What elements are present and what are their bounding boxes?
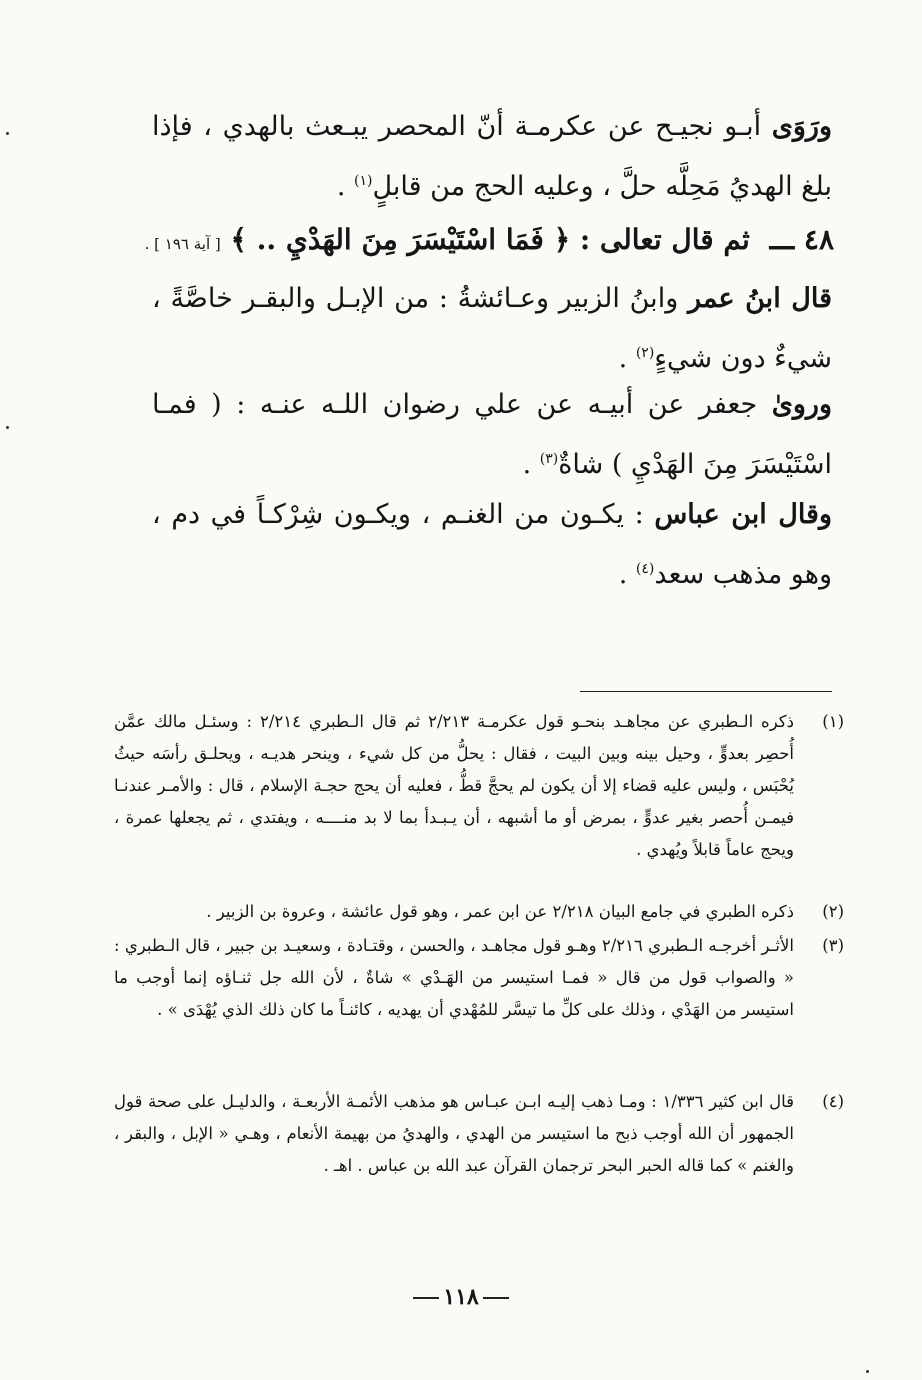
paragraph-text: أبـو نجيـح عن عكرمـة أنّ المحصر يبـعث بالهدي ، فإذا بلغ الهديُ مَحِلَّه حلَّ ، وعليه الحج من قابلٍ <box>152 111 832 202</box>
verse-heading <box>114 216 834 268</box>
footnote-ref[interactable]: (٢) <box>635 345 655 361</box>
footnote-separator <box>580 691 832 692</box>
margin-mark <box>6 132 9 135</box>
footnote-1 <box>114 706 844 866</box>
page-number <box>0 1284 922 1310</box>
paragraph-lead: وقال ابن عباس <box>654 499 832 530</box>
footnote-text: ذكره الطبري في جامع البيان ٢/٢١٨ عن ابن عمر ، وهو قول عائشة ، وعروة بن الزبير . <box>206 902 794 921</box>
footnote-ref[interactable]: (٤) <box>635 561 655 577</box>
footnote-text: قال ابن كثير ١/٣٣٦ : ومـا ذهب إليـه ابـن عبـاس هو مذهب الأئمـة الأربعـة ، والدليـل على صحة قول الجمهور أن الله أوجب ذبح ما استيسر من الهدي ، والهديُ من بهيمة الأنعام ، وهـي « الإبل ، والبقر ، والغنم » كما قاله الحبر البحر ترجمان القرآن عبد الله بن عباس . اهـ . <box>114 1092 794 1175</box>
footnote-number: (٢) <box>822 902 844 921</box>
page-number-dash <box>483 1297 509 1299</box>
paragraph-end: . <box>336 171 354 202</box>
section-number: ٤٨ ـــ <box>769 223 834 256</box>
footnote-2 <box>114 896 844 928</box>
paragraph-1 <box>152 100 832 214</box>
paragraph-lead: ورَوَى <box>771 111 832 142</box>
verse-heading-text: ثم قال تعالى : ﴿ فَمَا اسْتَيْسَرَ مِنَ الهَدْيِ .. ﴾ <box>230 223 750 256</box>
footnote-3 <box>114 930 844 1026</box>
paragraph-lead: قال ابنُ عمر <box>687 283 832 314</box>
paragraph-text: وابنُ الزبير وعـائشةُ : من الإبـل والبقـر خاصَّةً ، شيءٌ دون شيءٍ <box>152 283 832 374</box>
page-number-value: ١١٨ <box>443 1284 479 1310</box>
paragraph-4 <box>152 488 832 602</box>
footnote-number: (١) <box>822 712 844 731</box>
footnote-number: (٣) <box>822 936 844 955</box>
footnote-number: (٤) <box>822 1092 844 1111</box>
footnote-text: ذكره الـطبري عن مجاهـد بنحـو قول عكرمـة ٢/٢١٣ ثم قال الـطبري ٢/٢١٤ : وسئـل مالك عمَّن أُحصِر بعدوٍّ ، وحيل بينه وبين البيت ، فقال : يحلُّ من كل شيء ، وينحر هديـه ، ويحلـق رأسَه حيثُ يُحْبَس ، وليس عليه قضاء إلا أن يكون لم يحجَّ قطُّ ، فعليه أن يحج حجـة الإسلام ، قال : والأمـر عندنـا فيمـن أُحصر بغير عدوٍّ ، بمرض أو ما أشبهه ، أن يـبـدأ بما لا بد منــــه ، ويفتدي ، ثم يجعلها عمرة ، ويحج عاماً قابلاً ويُهدي . <box>114 712 795 859</box>
footnote-ref[interactable]: (٣) <box>539 451 559 467</box>
paragraph-text: : يكـون من الغنـم ، ويكـون شِرْكـاً في دم ، وهو مذهب سعد <box>152 499 832 590</box>
paragraph-end: . <box>618 343 636 374</box>
verse-reference: [ آية ١٩٦ ] . <box>144 235 221 253</box>
paragraph-2 <box>152 272 832 386</box>
paragraph-end: . <box>618 559 636 590</box>
paragraph-text: جعفر عن أبيـه عن علي رضوان اللـه عنـه : ( فمـا اسْتَيْسَرَ مِنَ الهَدْيِ ) شاةٌ <box>152 389 832 480</box>
footnote-4 <box>114 1086 844 1182</box>
paragraph-lead: وروىٰ <box>771 389 832 420</box>
paragraph-3 <box>152 378 832 492</box>
footnote-ref[interactable]: (١) <box>354 173 373 189</box>
paragraph-end: . <box>522 449 540 480</box>
margin-mark <box>866 1370 869 1373</box>
margin-mark <box>6 426 9 429</box>
footnote-text: الأثـر أخرجـه الـطبري ٢/٢١٦ وهـو قول مجاهـد ، والحسن ، وقتـادة ، وسعيـد بن جبير ، قال الـطبري : « والصواب قول من قال « فمـا استيسر من الهَـدْي » شاةٌ ، لأن الله جل ثنـاؤه إنما أوجب ما استيسر من الهَدْي ، وذلك على كلِّ ما تيسَّر للمُهْدي أن يهديه ، كائنـاً ما كان ذلك الذي يُهْدَى » . <box>114 936 794 1019</box>
page-number-dash <box>413 1297 439 1299</box>
